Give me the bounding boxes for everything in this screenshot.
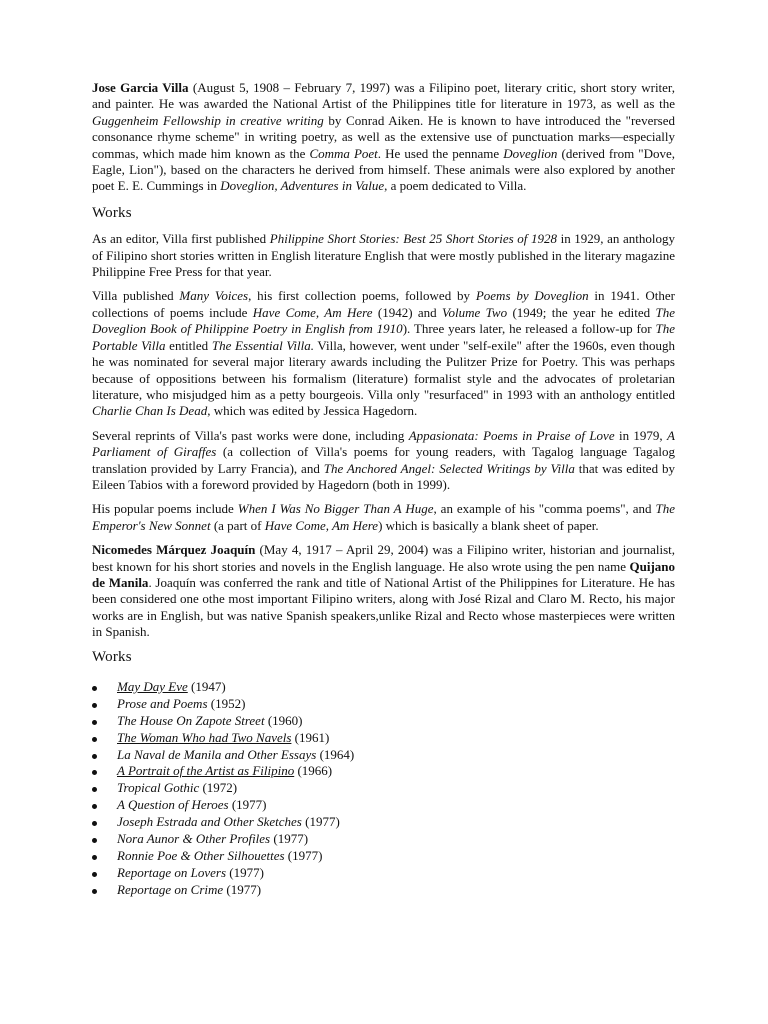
text-run: . He used the penname [377,145,504,161]
works-list-item [92,882,675,899]
work-title: La Naval de Manila and Other Essays [117,746,317,762]
pss-title: Philippine Short Stories: Best 25 Short Stories of 1928 [269,231,558,247]
charlie-chan-title: Charlie Chan Is Dead [92,403,208,419]
text-run: Villa, however, went under "self-exile" after the 1960s, even though he was nominated for several major literary awards including the Pulitzer Prize for Poetry. This was perhaps because of oppositions between his formalism (literature) formalist style and the advocates of proletarian literature, who misjudged him as a petty bourgeois. Villa only "resurfaced" in 1993 with an anthology entitled [92,337,675,402]
have-come-title: Have Come, Am Here [252,304,373,320]
works-list-item [92,696,675,713]
text-run: (derived from "Dove, Eagle, Lion"), based on the characters he derived from himself. These animals were also explored by another poet E. E. Cummings in [92,145,675,194]
villa-paragraph [92,80,675,195]
text-run: . Joaquín was conferred the rank and title of National Artist of the Philippines for Literature. He has been considered one othe most important Filipino writers, along with José Rizal and Claro M. Recto, his major works are in English, but was native Spanish speakers,unlike Rizal and Recto whose masterpieces were written in Spanish. [92,574,675,640]
work-year: (1964) [316,746,355,762]
text-run: (1949; the year he edited [507,304,656,320]
text-run: , an example of his "comma poems", and [433,501,656,517]
works-list-item[interactable] [92,679,675,696]
parliament-title: A Parliament of Giraffes [92,427,675,460]
text-run: , his first collection poems, followed by [248,288,476,304]
text-run: (May 4, 1917 – April 29, 2004) was a Filipino writer, historian and journalist, best known for his short stories and novels in the English language. He also wrote using the pen name [92,542,675,574]
editor-paragraph [92,231,675,280]
work-year: (1972) [199,780,238,796]
doveglion-adventures-title: Doveglion, Adventures in Value [220,178,385,194]
work-year: (1952) [207,695,246,711]
document-page [92,80,675,899]
work-title: The House On Zapote Street [117,712,265,728]
volume-two-title: Volume Two [442,304,508,320]
work-year: (1977) [284,847,323,863]
work-year: (1947) [187,679,226,694]
bullet-icon [92,770,97,775]
published-paragraph [92,288,675,419]
poems-doveglion-title: Poems by Doveglion [475,288,589,304]
work-title: Ronnie Poe & Other Silhouettes [117,847,285,863]
have-come-title: Have Come, Am Here [264,517,379,533]
work-year: (1961) [291,729,330,745]
work-year: (1977) [301,814,340,830]
text-run: His popular poems include [92,501,238,517]
bullet-icon [92,821,97,826]
emperor-sonnet-title: The Emperor's New Sonnet [92,501,675,533]
work-title: Reportage on Lovers [117,864,227,880]
works-list-item [92,831,675,848]
doveglion-title: Doveglion [503,145,558,161]
bullet-icon [92,737,97,742]
many-voices-title: Many Voices [179,288,249,304]
bullet-icon [92,889,97,894]
work-year: (1977) [270,831,309,847]
works-list-item [92,814,675,831]
essential-villa-title: The Essential Villa. [211,337,314,353]
works-heading-joaquin: Works [92,648,132,665]
text-run: (1942) and [372,304,443,320]
work-title-link[interactable]: The Woman Who had Two Navels [117,729,292,745]
reprints-paragraph [92,428,675,494]
works-list-item [92,713,675,730]
when-i-was-title: When I Was No Bigger Than A Huge [237,501,434,517]
works-list-item[interactable] [92,763,675,780]
works-list-item [92,797,675,814]
text-run: Several reprints of Villa's past works were done, including [92,427,409,443]
bullet-icon [92,787,97,792]
work-year: (1977) [226,864,264,880]
work-title: A Question of Heroes [117,797,229,813]
text-run: , which was edited by Jessica Hagedorn. [207,403,418,419]
doveglion-book-title: The Doveglion Book of Philippine Poetry in English from 1910 [92,304,675,337]
works-list-item [92,747,675,764]
text-run: in 1929, an anthology of Filipino short stories written in English literature English that were mostly published in the literary magazine Philippine Free Press for that year. [92,231,675,280]
work-title: Nora Aunor & Other Profiles [117,831,271,847]
comma-poet-title: Comma Poet [309,145,378,161]
works-list-item[interactable] [92,730,675,747]
work-year: (1966) [294,763,333,779]
bullet-icon [92,804,97,809]
text-run: ) which is basically a blank sheet of paper. [378,517,599,533]
work-title-link[interactable]: May Day Eve [117,679,188,694]
text-run: As an editor, Villa first published [92,231,270,247]
work-title-link[interactable]: A Portrait of the Artist as Filipino [117,763,295,779]
work-year: (1977) [228,797,267,813]
joaquin-name: Nicomedes Márquez Joaquín [92,542,256,558]
appasionata-title: Appasionata: Poems in Praise of Love [408,427,615,443]
bullet-icon [92,838,97,843]
work-title: Tropical Gothic [117,780,200,796]
text-run: that was edited by Eileen Tabios with a foreword provided by Hagedorn (both in 1999). [92,460,675,492]
bullet-icon [92,754,97,759]
works-list-item [92,780,675,797]
work-title: Joseph Estrada and Other Sketches [117,814,302,830]
bullet-icon [92,686,97,691]
text-run: (a part of [210,517,265,533]
work-year: (1977) [223,881,262,897]
villa-name: Jose Garcia Villa [92,80,189,95]
bullet-icon [92,720,97,725]
works-list [92,679,675,899]
anchored-angel-title: The Anchored Angel: Selected Writings by Villa [323,460,575,476]
work-title: Reportage on Crime [117,881,224,897]
portable-villa-title: The Portable Villa [92,321,675,353]
joaquin-paragraph [92,542,675,640]
bullet-icon [92,855,97,860]
text-run: entitled [165,337,212,353]
text-run: (August 5, 1908 – February 7, 1997) was a Filipino poet, literary critic, short story writer, and painter. He was awarded the National Artist of the Philippines title for literature in 1973, as well as the [92,80,675,112]
works-list-item [92,865,675,882]
text-run: , a poem dedicated to Villa. [384,178,527,194]
text-run: (a collection of Villa's poems for young readers, with Tagalog language Tagalog translation provided by Larry Francia), and [92,444,675,476]
works-heading-villa: Works [92,204,132,221]
pen-name: Quijano de Manila [92,558,675,590]
text-run: in 1941. Other collections of poems include [92,288,676,320]
text-run: in 1979, [614,427,668,443]
work-title: Prose and Poems [117,695,208,711]
bullet-icon [92,703,97,708]
text-run: by Conrad Aiken. He is known to have introduced the "reversed consonance rhyme scheme" in writing poetry, as well as the extensive use of punctuation marks—especially commas, which made him known as the [92,112,675,161]
bullet-icon [92,872,97,877]
work-year: (1960) [264,712,303,728]
text-run: Villa published [92,288,180,304]
works-list-item [92,848,675,865]
text-run: ). Three years later, he released a follow-up for [402,321,656,337]
popular-poems-paragraph [92,501,675,534]
guggenheim-title: Guggenheim Fellowship in creative writing [92,112,324,128]
